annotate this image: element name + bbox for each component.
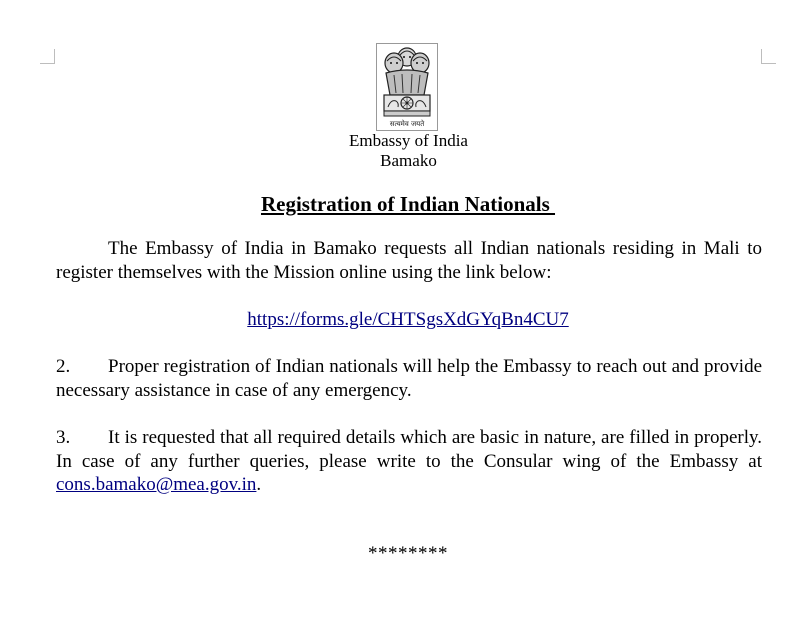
paragraph-3-number: 3. [56,427,71,448]
page-corner-top-right [761,49,776,64]
end-of-document-marker: ******** [368,543,448,564]
embassy-city: Bamako [380,151,437,170]
national-emblem-icon [376,43,438,131]
emblem-motto: सत्यमेव जयते [389,120,425,128]
document-title: Registration of Indian Nationals [260,192,556,216]
paragraph-3-text: It is requested that all required details which are basic in nature, are filled in properly. In case of any further queries, please write to the Consular wing of the Embassy at [56,427,762,472]
paragraph-3 [56,426,762,497]
registration-link[interactable]: https://forms.gle/CHTSgsXdGYqBn4CU7 [247,309,569,330]
paragraph-2-number: 2. [56,356,71,377]
consular-email-link[interactable]: cons.bamako@mea.gov.in [56,474,257,495]
embassy-name: Embassy of India [349,131,468,150]
paragraph-1: The Embassy of India in Bamako requests all Indian nationals residing in Mali to register themselves with the Mission online using the link below: [56,238,762,283]
registration-link-line [0,308,809,332]
page-corner-top-left [40,49,55,64]
paragraph-2-text: Proper registration of Indian nationals will help the Embassy to reach out and provide necessary assistance in case of any emergency. [56,356,762,401]
paragraph-2 [56,355,762,402]
paragraph-3-end: . [256,474,262,495]
